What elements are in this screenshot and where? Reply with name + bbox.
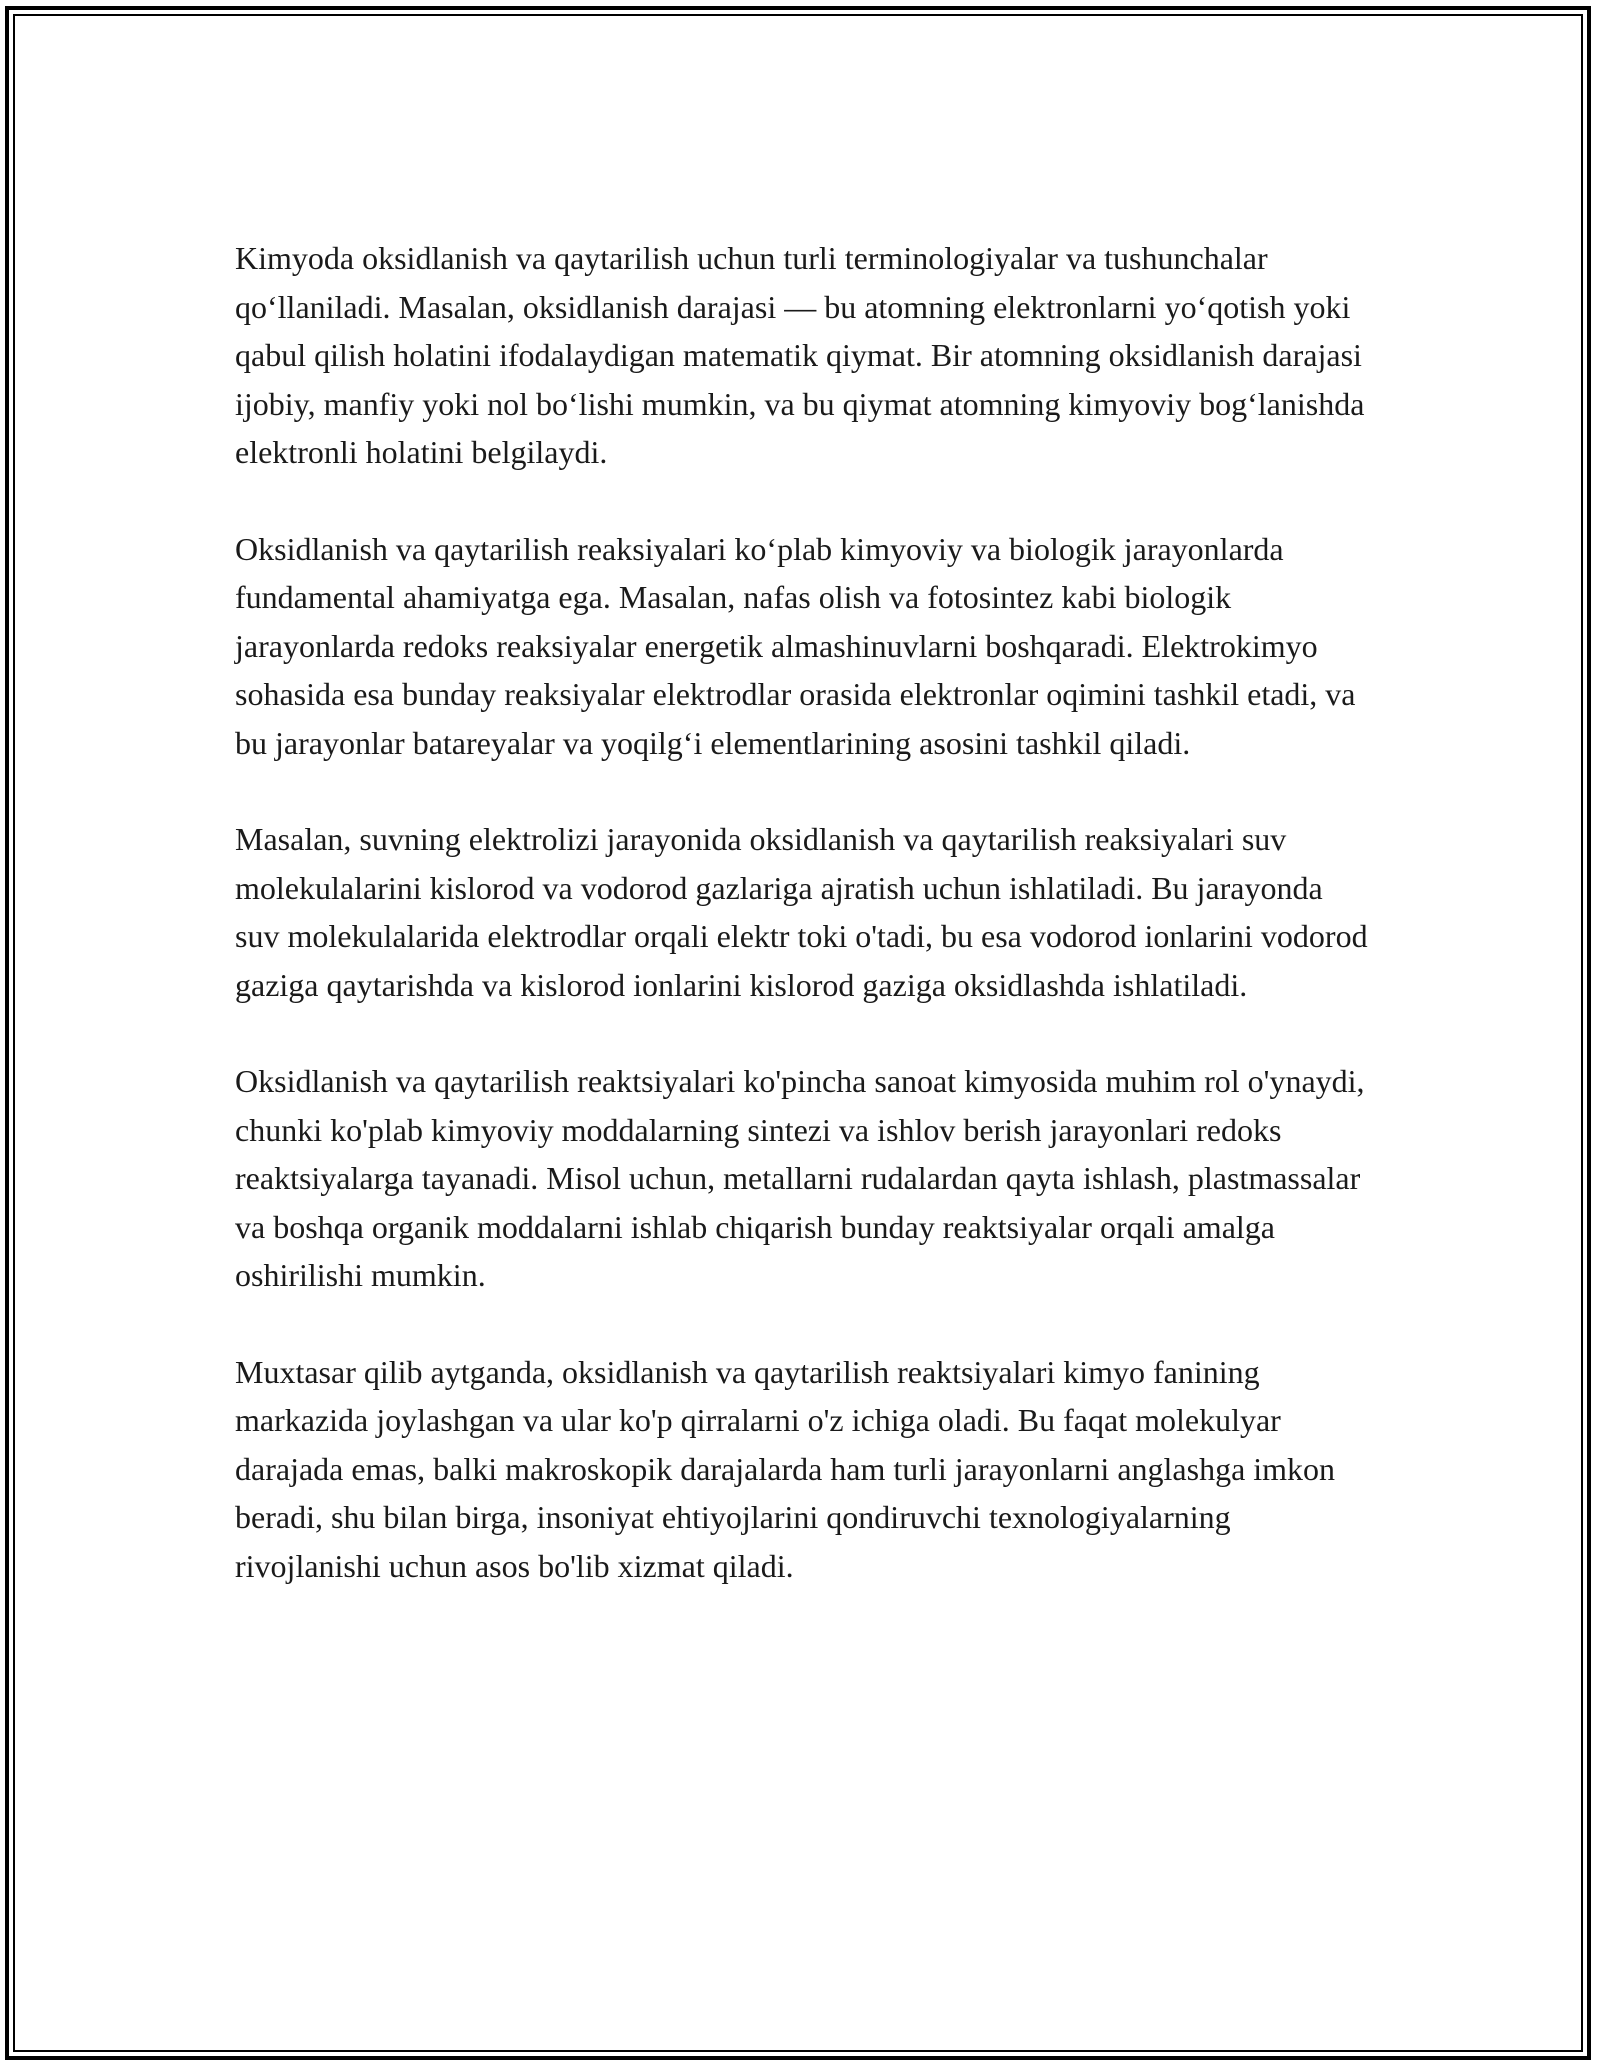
paragraph-5: Muxtasar qilib aytganda, oksidlanish va qaytarilish reaktsiyalari kimyo fanining markazida joylashgan va ular ko'p qirralarni o'z ichiga oladi. Bu faqat molekulyar darajada emas, balki makroskopik darajalarda ham turli jarayonlarni anglashga imkon beradi, shu bilan birga, insoniyat ehtiyojlarini qondiruvchi texnologiyalarning rivojlanishi uchun asos bo'lib xizmat qiladi.	[235, 1353, 1336, 1584]
document-body	[235, 234, 1375, 1638]
paragraph-1: Kimyoda oksidlanish va qaytarilish uchun turli terminologiyalar va tushunchalar qo‘llaniladi. Masalan, oksidlanish darajasi — bu atomning elektronlarni yo‘qotish yoki qabul qilish holatini ifodalaydigan matematik qiymat. Bir atomning oksidlanish darajasi ijobiy, manfiy yoki nol bo‘lishi mumkin, va bu qiymat atomning kimyoviy bog‘lanishda elektronli holatini belgilaydi.	[235, 240, 1365, 470]
paragraph-4: Oksidlanish va qaytarilish reaktsiyalari ko'pincha sanoat kimyosida muhim rol o'ynaydi, chunki ko'plab kimyoviy moddalarning sintezi va ishlov berish jarayonlari redoks reaktsiyalarga tayanadi. Misol uchun, metallarni rudalardan qayta ishlash, plastmassalar va boshqa organik moddalarni ishlab chiqarish bunday reaktsiyalar orqali amalga oshirilishi mumkin.	[235, 1063, 1365, 1293]
paragraph-3: Masalan, suvning elektrolizi jarayonida oksidlanish va qaytarilish reaksiyalari suv molekulalarini kislorod va vodorod gazlariga ajratish uchun ishlatiladi. Bu jarayonda suv molekulalarida elektrodlar orqali elektr toki o'tadi, bu esa vodorod ionlarini vodorod gaziga qaytarishda va kislorod ionlarini kislorod gaziga oksidlashda ishlatiladi.	[235, 821, 1368, 1003]
paragraph-2: Oksidlanish va qaytarilish reaksiyalari ko‘plab kimyoviy va biologik jarayonlarda fundamental ahamiyatga ega. Masalan, nafas olish va fotosintez kabi biologik jarayonlarda redoks reaksiyalar energetik almashinuvlarni boshqaradi. Elektrokimyo sohasida esa bunday reaksiyalar elektrodlar orasida elektronlar oqimini tashkil etadi, va bu jarayonlar batareyalar va yoqilg‘i elementlarining asosini tashkil qiladi.	[235, 530, 1356, 761]
